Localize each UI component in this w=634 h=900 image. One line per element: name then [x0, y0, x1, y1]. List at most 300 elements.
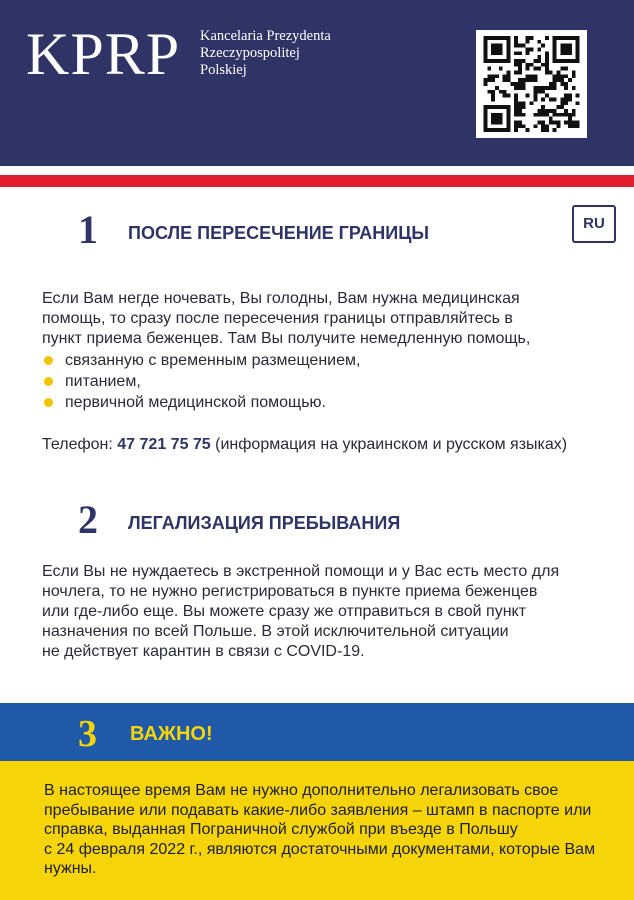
- qr-module: [576, 55, 580, 59]
- qr-module: [541, 113, 545, 117]
- bullet-dot-icon: [44, 356, 53, 365]
- qr-module: [495, 44, 499, 48]
- qr-module: [514, 124, 518, 128]
- qr-module: [541, 90, 545, 94]
- qr-module: [491, 97, 495, 101]
- qr-module: [533, 86, 537, 90]
- qr-module: [560, 82, 564, 86]
- qr-module: [484, 124, 488, 128]
- qr-module: [530, 101, 534, 105]
- qr-module: [556, 78, 560, 82]
- qr-module: [553, 48, 557, 52]
- qr-module: [553, 97, 557, 101]
- qr-module: [576, 59, 580, 63]
- qr-module: [576, 44, 580, 48]
- kprp-logo: KPRP: [26, 21, 181, 87]
- qr-module: [568, 94, 572, 98]
- qr-module: [518, 78, 522, 82]
- qr-module: [507, 40, 511, 44]
- qr-module: [503, 105, 507, 109]
- header-banner: [0, 0, 634, 166]
- qr-module: [495, 117, 499, 121]
- qr-module: [530, 36, 534, 40]
- qr-module: [491, 120, 495, 124]
- qr-module: [518, 63, 522, 67]
- qr-module: [553, 44, 557, 48]
- text-line: Если Вы не нуждаетесь в экстренной помощи и у Вас есть место для: [42, 563, 560, 580]
- qr-module: [495, 51, 499, 55]
- section-2-text: [42, 562, 559, 662]
- qr-module: [541, 63, 545, 67]
- qr-module: [526, 67, 530, 71]
- qr-module: [518, 86, 522, 90]
- qr-module: [556, 71, 560, 75]
- list-item: [44, 350, 360, 371]
- qr-module: [572, 109, 576, 113]
- qr-module: [514, 113, 518, 117]
- qr-module: [484, 51, 488, 55]
- qr-module: [484, 128, 488, 132]
- qr-module: [572, 86, 576, 90]
- qr-module: [514, 94, 518, 98]
- qr-module: [560, 51, 564, 55]
- qr-module: [545, 67, 549, 71]
- qr-module: [503, 90, 507, 94]
- qr-module: [484, 78, 488, 82]
- qr-module: [499, 36, 503, 40]
- qr-module: [564, 67, 568, 71]
- qr-module: [537, 55, 541, 59]
- qr-module: [549, 82, 553, 86]
- qr-module: [530, 74, 534, 78]
- qr-module: [537, 59, 541, 63]
- qr-module: [518, 109, 522, 113]
- qr-module: [564, 109, 568, 113]
- phone-line: [42, 435, 567, 455]
- qr-module: [533, 74, 537, 78]
- qr-module: [568, 59, 572, 63]
- qr-module: [491, 48, 495, 52]
- organization-name-line: Rzeczypospolitej: [200, 45, 300, 61]
- qr-module: [487, 67, 491, 71]
- qr-module: [484, 109, 488, 113]
- qr-module: [526, 51, 530, 55]
- qr-module: [491, 90, 495, 94]
- organization-name-line: Polskiej: [200, 62, 247, 78]
- qr-code-image: [482, 36, 581, 132]
- qr-module: [541, 124, 545, 128]
- qr-module: [484, 55, 488, 59]
- qr-module: [541, 109, 545, 113]
- qr-module: [576, 40, 580, 44]
- text-line: Если Вам негде ночевать, Вы голодны, Вам нужна медицинская: [42, 290, 520, 307]
- qr-module: [514, 63, 518, 67]
- qr-module: [491, 36, 495, 40]
- text-line: справка, выданная Пограничной службой при въезде в Польшу: [44, 821, 518, 838]
- qr-module: [576, 101, 580, 105]
- qr-module: [541, 128, 545, 132]
- qr-module: [564, 51, 568, 55]
- qr-module: [484, 113, 488, 117]
- qr-module: [484, 105, 488, 109]
- qr-module: [507, 117, 511, 121]
- qr-module: [553, 113, 557, 117]
- qr-module: [560, 36, 564, 40]
- qr-module: [533, 124, 537, 128]
- qr-module: [541, 120, 545, 124]
- qr-module: [518, 113, 522, 117]
- qr-module: [491, 117, 495, 121]
- qr-module: [514, 101, 518, 105]
- qr-module: [537, 120, 541, 124]
- section-1-bullet-list: [44, 350, 360, 413]
- qr-module: [526, 40, 530, 44]
- qr-module: [572, 113, 576, 117]
- qr-module: [564, 94, 568, 98]
- qr-module: [533, 90, 537, 94]
- list-item: [44, 371, 360, 392]
- qr-module: [507, 94, 511, 98]
- qr-module: [514, 44, 518, 48]
- qr-module: [514, 36, 518, 40]
- qr-module: [499, 90, 503, 94]
- qr-module: [568, 124, 572, 128]
- qr-module: [564, 101, 568, 105]
- qr-module: [533, 67, 537, 71]
- qr-module: [564, 36, 568, 40]
- qr-module: [487, 105, 491, 109]
- qr-module: [553, 51, 557, 55]
- qr-module: [491, 44, 495, 48]
- qr-module: [499, 44, 503, 48]
- qr-module: [560, 74, 564, 78]
- language-badge: RU: [572, 205, 616, 243]
- list-item-label: связанную с временным размещением,: [65, 352, 361, 369]
- qr-module: [533, 78, 537, 82]
- qr-module: [495, 74, 499, 78]
- qr-module: [530, 78, 534, 82]
- qr-module: [560, 78, 564, 82]
- qr-module: [564, 97, 568, 101]
- qr-module: [484, 48, 488, 52]
- qr-module: [503, 74, 507, 78]
- qr-module: [507, 113, 511, 117]
- phone-label: Телефон:: [42, 436, 113, 453]
- qr-module: [572, 74, 576, 78]
- qr-module: [553, 82, 557, 86]
- qr-module: [556, 120, 560, 124]
- qr-module: [484, 44, 488, 48]
- qr-module: [560, 105, 564, 109]
- flag-stripe-red: [0, 175, 634, 187]
- list-item-label: питанием,: [65, 373, 141, 390]
- qr-module: [576, 48, 580, 52]
- qr-module: [533, 97, 537, 101]
- qr-module: [545, 59, 549, 63]
- qr-module: [545, 124, 549, 128]
- qr-module: [572, 36, 576, 40]
- qr-module: [514, 71, 518, 75]
- qr-module: [526, 63, 530, 67]
- qr-module: [537, 86, 541, 90]
- qr-module: [560, 44, 564, 48]
- qr-module: [495, 48, 499, 52]
- qr-module: [507, 78, 511, 82]
- qr-module: [549, 97, 553, 101]
- qr-module: [537, 40, 541, 44]
- section-2-title: ЛЕГАЛИЗАЦИЯ ПРЕБЫВАНИЯ: [128, 513, 401, 533]
- qr-module: [503, 36, 507, 40]
- qr-module: [564, 120, 568, 124]
- text-line: не действует карантин в связи с COVID-19.: [42, 643, 365, 660]
- qr-module: [495, 113, 499, 117]
- qr-module: [564, 74, 568, 78]
- section-3-text: [44, 781, 595, 879]
- qr-module: [568, 113, 572, 117]
- qr-module: [522, 82, 526, 86]
- qr-module: [553, 128, 557, 132]
- qr-module: [518, 44, 522, 48]
- qr-module: [510, 82, 514, 86]
- section-1-text: [42, 289, 530, 349]
- qr-module: [526, 74, 530, 78]
- bullet-dot-icon: [44, 398, 53, 407]
- list-item-label: первичной медицинской помощью.: [65, 394, 326, 411]
- qr-module: [507, 48, 511, 52]
- qr-module: [560, 67, 564, 71]
- qr-module: [495, 36, 499, 40]
- text-line: нужны.: [44, 860, 97, 877]
- text-line: пребывание или подавать какие-либо заявления – штамп в паспорте или: [44, 801, 592, 819]
- qr-module: [526, 36, 530, 40]
- qr-module: [549, 120, 553, 124]
- qr-module: [507, 71, 511, 75]
- qr-module: [545, 71, 549, 75]
- qr-module: [514, 86, 518, 90]
- qr-module: [518, 101, 522, 105]
- qr-module: [514, 128, 518, 132]
- qr-module: [545, 94, 549, 98]
- qr-module: [484, 36, 488, 40]
- qr-module: [487, 36, 491, 40]
- qr-module: [499, 117, 503, 121]
- qr-module: [537, 67, 541, 71]
- qr-module: [526, 128, 530, 132]
- qr-module: [545, 109, 549, 113]
- qr-module: [514, 40, 518, 44]
- qr-module: [522, 78, 526, 82]
- qr-module: [507, 74, 511, 78]
- qr-module: [522, 105, 526, 109]
- qr-module: [545, 86, 549, 90]
- qr-module: [507, 51, 511, 55]
- qr-module: [576, 94, 580, 98]
- qr-module: [545, 63, 549, 67]
- qr-module: [484, 120, 488, 124]
- qr-module: [514, 59, 518, 63]
- qr-module: [553, 55, 557, 59]
- qr-module: [537, 113, 541, 117]
- qr-module: [487, 128, 491, 132]
- section-2-number: 2: [78, 497, 98, 542]
- qr-module: [499, 67, 503, 71]
- qr-module: [491, 74, 495, 78]
- qr-module: [499, 113, 503, 117]
- qr-module: [564, 82, 568, 86]
- qr-module: [499, 51, 503, 55]
- qr-module: [503, 128, 507, 132]
- qr-module: [507, 105, 511, 109]
- qr-module: [568, 120, 572, 124]
- qr-module: [556, 105, 560, 109]
- qr-module: [564, 48, 568, 52]
- qr-module: [495, 59, 499, 63]
- section-3-title: ВАЖНО!: [130, 723, 213, 745]
- qr-module: [576, 36, 580, 40]
- qr-module: [487, 90, 491, 94]
- qr-module: [484, 82, 488, 86]
- qr-module: [514, 120, 518, 124]
- qr-module: [560, 48, 564, 52]
- qr-module: [556, 59, 560, 63]
- qr-module: [499, 48, 503, 52]
- qr-module: [568, 78, 572, 82]
- qr-module: [530, 63, 534, 67]
- qr-module: [484, 117, 488, 121]
- qr-module: [533, 113, 537, 117]
- qr-module: [518, 51, 522, 55]
- qr-module: [537, 48, 541, 52]
- qr-module: [576, 124, 580, 128]
- text-line: В настоящее время Вам не нужно дополнительно легализовать свое: [44, 782, 559, 799]
- qr-module: [556, 36, 560, 40]
- qr-module: [545, 36, 549, 40]
- text-line: помощь, то сразу после пересечения границы отправляйтесь в: [42, 310, 513, 327]
- qr-module: [514, 82, 518, 86]
- qr-module: [568, 117, 572, 121]
- phone-note: (информация на украинском и русском языках): [215, 436, 568, 453]
- important-header-band: [0, 703, 634, 761]
- qr-module: [576, 120, 580, 124]
- qr-module: [495, 105, 499, 109]
- qr-module: [514, 105, 518, 109]
- qr-module: [560, 101, 564, 105]
- qr-module: [541, 86, 545, 90]
- qr-module: [507, 109, 511, 113]
- qr-module: [507, 55, 511, 59]
- qr-module: [522, 44, 526, 48]
- qr-module: [576, 51, 580, 55]
- qr-module: [553, 59, 557, 63]
- qr-module: [564, 44, 568, 48]
- qr-module: [526, 78, 530, 82]
- qr-module: [518, 120, 522, 124]
- qr-module: [522, 101, 526, 105]
- qr-module: [533, 59, 537, 63]
- qr-module: [507, 44, 511, 48]
- qr-module: [491, 51, 495, 55]
- qr-module: [560, 97, 564, 101]
- qr-module: [484, 59, 488, 63]
- qr-module: [518, 105, 522, 109]
- qr-module: [568, 48, 572, 52]
- qr-module: [541, 44, 545, 48]
- qr-module: [507, 128, 511, 132]
- qr-module: [545, 55, 549, 59]
- qr-module: [507, 59, 511, 63]
- qr-module: [530, 48, 534, 52]
- qr-module: [491, 105, 495, 109]
- qr-module: [522, 59, 526, 63]
- qr-module: [553, 36, 557, 40]
- qr-module: [487, 74, 491, 78]
- list-item: [44, 392, 360, 413]
- qr-module: [503, 94, 507, 98]
- qr-module: [553, 109, 557, 113]
- qr-module: [503, 59, 507, 63]
- bullet-dot-icon: [44, 377, 53, 386]
- qr-module: [553, 120, 557, 124]
- section-1-title: ПОСЛЕ ПЕРЕСЕЧЕНИЕ ГРАНИЦЫ: [128, 223, 430, 243]
- qr-module: [491, 94, 495, 98]
- qr-module: [507, 120, 511, 124]
- qr-module: [522, 113, 526, 117]
- qr-module: [556, 113, 560, 117]
- qr-module: [514, 51, 518, 55]
- qr-module: [572, 59, 576, 63]
- qr-module: [503, 78, 507, 82]
- qr-module: [545, 51, 549, 55]
- qr-module: [495, 120, 499, 124]
- qr-module: [507, 36, 511, 40]
- section-1-number: 1: [78, 207, 98, 252]
- flag-stripe-white: [0, 166, 634, 175]
- qr-module: [564, 86, 568, 90]
- qr-module: [560, 113, 564, 117]
- qr-module: [491, 113, 495, 117]
- qr-module: [499, 105, 503, 109]
- qr-module: [495, 128, 499, 132]
- qr-module: [499, 59, 503, 63]
- organization-name-line: Kancelaria Prezydenta: [200, 28, 331, 44]
- qr-module: [537, 90, 541, 94]
- section-3-number: 3: [78, 713, 97, 755]
- qr-module: [522, 124, 526, 128]
- qr-module: [518, 67, 522, 71]
- qr-module: [549, 86, 553, 90]
- text-line: ночлега, то не нужно регистрироваться в пункте приема беженцев: [42, 583, 538, 600]
- qr-module: [487, 78, 491, 82]
- qr-module: [518, 82, 522, 86]
- qr-module: [560, 59, 564, 63]
- qr-module: [484, 40, 488, 44]
- qr-module: [568, 44, 572, 48]
- qr-module: [545, 113, 549, 117]
- qr-module: [556, 74, 560, 78]
- qr-module: [572, 120, 576, 124]
- qr-module: [553, 78, 557, 82]
- qr-module: [541, 97, 545, 101]
- qr-module: [487, 59, 491, 63]
- organization-name: [200, 28, 331, 79]
- qr-code[interactable]: [476, 30, 587, 138]
- qr-module: [518, 71, 522, 75]
- qr-module: [549, 117, 553, 121]
- phone-number[interactable]: 47 721 75 75: [117, 436, 211, 453]
- qr-module: [545, 128, 549, 132]
- qr-module: [568, 97, 572, 101]
- qr-module: [526, 48, 530, 52]
